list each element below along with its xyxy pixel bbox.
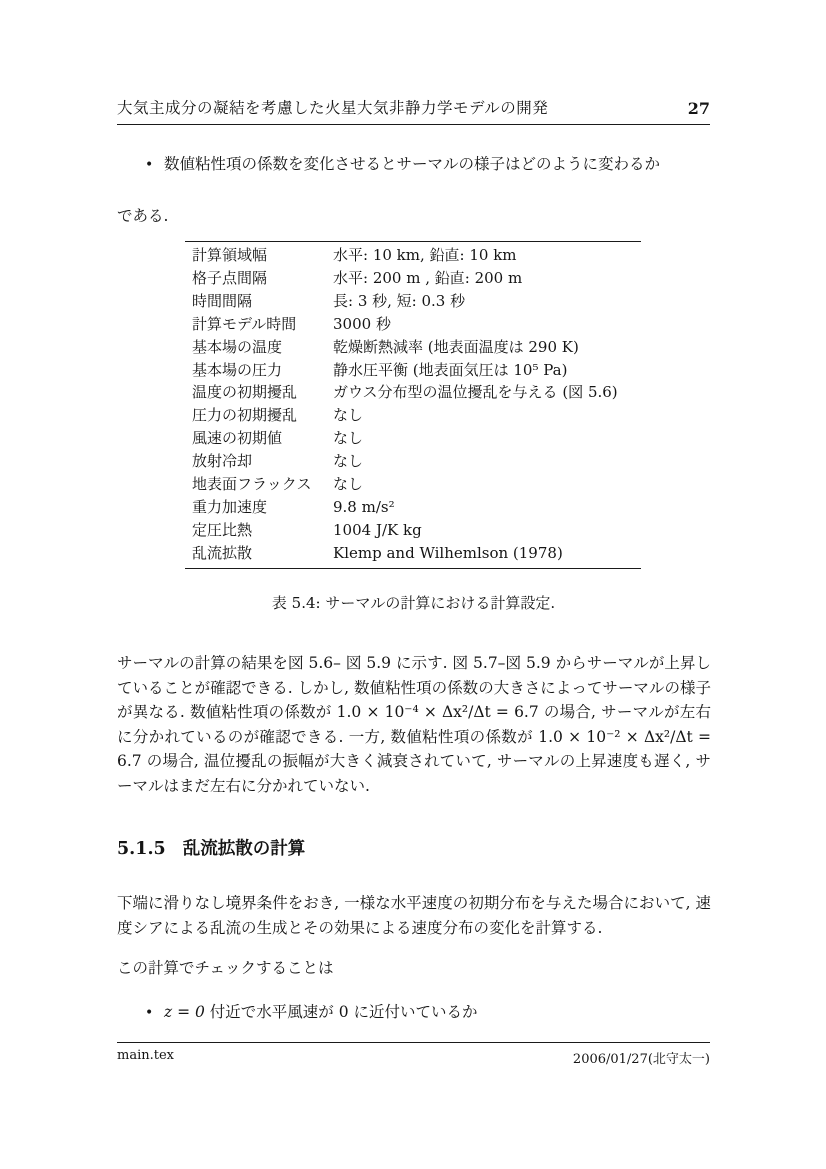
- section-title: 乱流拡散の計算: [182, 839, 306, 859]
- row-value: 乾燥断熱減率 (地表面温度は 290 K): [333, 337, 579, 356]
- row-label: 格子点間隔: [192, 268, 268, 287]
- paragraph-text: の場合, 温位擾乱の振幅が大きく減衰されていて, サーマルの上昇速度も遅く, サーマルはまだ左右に分かれていない.: [117, 752, 711, 795]
- bullet-item-thermal-question: [145, 152, 710, 177]
- row-label: 定圧比熱: [192, 520, 253, 539]
- table-row: [185, 496, 641, 519]
- bullet-text: 数値粘性項の係数を変化させるとサーマルの様子はどのように変わるか: [164, 155, 661, 173]
- row-value: 3000 秒: [333, 314, 391, 333]
- row-value: なし: [333, 452, 364, 471]
- row-value: 水平: 200 m , 鉛直: 200 m: [333, 268, 523, 287]
- footer-filename: main.tex: [117, 1048, 174, 1063]
- row-label: 時間間隔: [192, 291, 253, 310]
- row-value: 水平: 10 km, 鉛直: 10 km: [333, 246, 517, 264]
- table-row: [185, 313, 641, 336]
- row-value: なし: [333, 475, 364, 494]
- math-expression: 1.0 × 10⁻² × Δx²/Δt = 6.7: [117, 727, 711, 771]
- page-footer: [117, 1042, 710, 1067]
- row-label: 放射冷却: [192, 452, 253, 471]
- table-row: [185, 542, 641, 565]
- table-row: [185, 290, 641, 313]
- bullet-text: [164, 1000, 478, 1025]
- bullet-item-check-wind: [145, 1000, 710, 1025]
- table-row: [185, 450, 641, 473]
- page-header: [117, 96, 710, 125]
- row-label: 計算領域幅: [192, 246, 268, 264]
- page-number: 27: [687, 99, 710, 118]
- table-row: [185, 267, 641, 290]
- paragraph-text: サーマルの計算の結果を図 5.6– 図 5.9 に示す. 図 5.7–図 5.9 からサーマルが上昇していることが確認できる. しかし, 数値粘性項の係数の大きさによってサーマルの様子が異なる. 数値粘性項の係数が: [117, 654, 711, 722]
- bullet-icon: [145, 1000, 164, 1025]
- table-row: [185, 244, 641, 267]
- row-value: 静水圧平衡 (地表面気圧は 10⁵ Pa): [333, 360, 568, 379]
- table-row: [185, 336, 641, 359]
- row-value: ガウス分布型の温位擾乱を与える (図 5.6): [333, 383, 618, 402]
- table-row: [185, 359, 641, 382]
- section-number: 5.1.5: [117, 839, 166, 859]
- table-caption: 表 5.4: サーマルの計算における計算設定.: [271, 594, 556, 612]
- table-row: [185, 404, 641, 427]
- bullet-icon: [145, 152, 164, 177]
- row-label: 基本場の圧力: [192, 360, 283, 379]
- row-label: 温度の初期擾乱: [192, 383, 298, 402]
- row-value: 9.8 m/s²: [333, 497, 395, 516]
- row-value: 1004 J/K kg: [333, 520, 422, 539]
- section-heading: [117, 835, 710, 860]
- row-label: 乱流拡散: [192, 543, 253, 562]
- bullet-text-rest: 付近で水平風速が 0 に近付いているか: [204, 1003, 478, 1021]
- math-expression: 1.0 × 10⁻⁴ × Δx²/Δt = 6.7: [336, 703, 539, 722]
- footer-date-author: 2006/01/27(北守太一): [572, 1052, 710, 1067]
- table-row: [185, 427, 641, 450]
- settings-table-body: [185, 244, 641, 565]
- table-row: [185, 381, 641, 404]
- header-title: 大気主成分の凝結を考慮した火星大気非静力学モデルの開発: [117, 99, 549, 117]
- row-label: 計算モデル時間: [192, 314, 297, 333]
- settings-table: [185, 241, 641, 569]
- row-value: なし: [333, 406, 364, 425]
- table-row: [185, 473, 641, 496]
- row-label: 風速の初期値: [192, 429, 283, 448]
- row-label: 圧力の初期擾乱: [192, 406, 298, 425]
- paragraph-thermal-results: [117, 651, 711, 799]
- paragraph-turbulence-setup: 下端に滑りなし境界条件をおき, 一様な水平速度の初期分布を与えた場合において, 速度シアによる乱流の生成とその効果による速度分布の変化を計算する.: [117, 894, 711, 937]
- row-value: Klemp and Wilhemlson (1978): [333, 543, 563, 562]
- row-label: 地表面フラックス: [192, 475, 312, 494]
- row-label: 重力加速度: [192, 497, 268, 516]
- paragraph-text: の場合, サーマルが左右に分かれているのが確認できる. 一方, 数値粘性項の係数が: [117, 703, 711, 746]
- row-value: 長: 3 秒, 短: 0.3 秒: [333, 291, 466, 310]
- row-label: 基本場の温度: [192, 337, 283, 356]
- row-value: なし: [333, 429, 364, 448]
- paragraph-check-intro: この計算でチェックすることは: [117, 959, 334, 977]
- math-expression: z = 0: [164, 1003, 205, 1021]
- after-bullet-text: である.: [117, 207, 169, 225]
- table-row: [185, 519, 641, 542]
